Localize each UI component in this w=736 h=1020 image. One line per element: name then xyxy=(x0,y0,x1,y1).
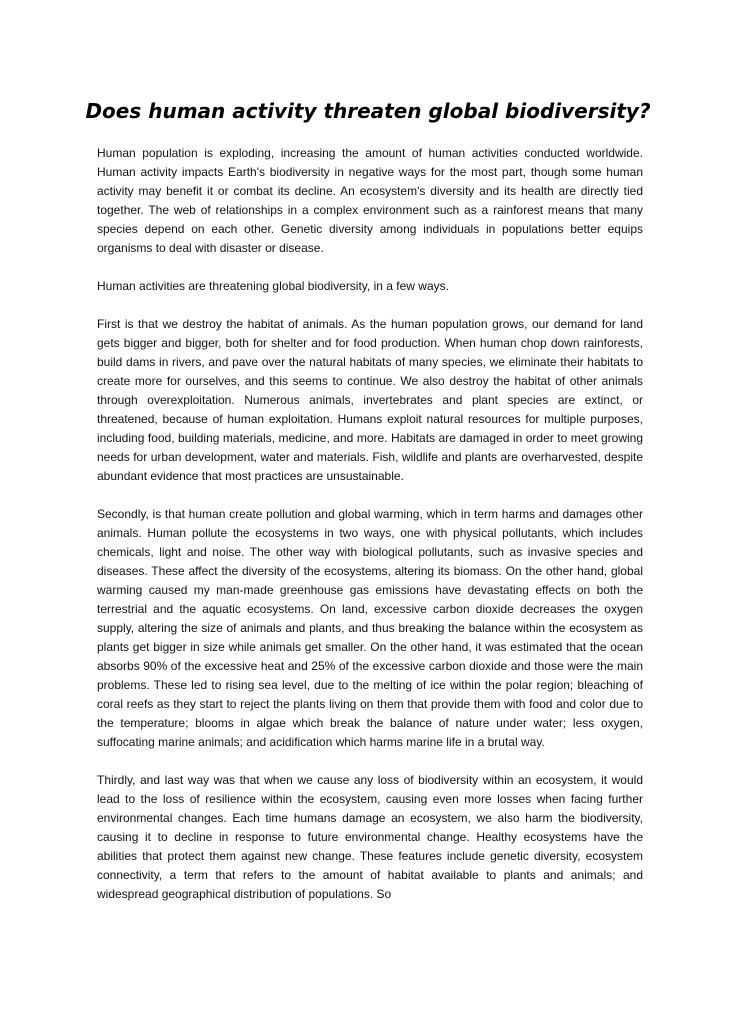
page-title: Does human activity threaten global biodiversity? xyxy=(85,99,651,123)
paragraph-intro: Human population is exploding, increasing the amount of human activities conducted worldwide. Human activity impacts Earth's biodiversity in negative ways for the most part, though some human activity may benefit it or combat its decline. An ecosystem's diversity and its health are directly tied together. The web of relationships in a complex environment such as a rainforest means that many species depend on each other. Genetic diversity among individuals in populations better equips organisms to deal with disaster or disease. xyxy=(97,146,643,255)
paragraph-thesis: Human activities are threatening global biodiversity, in a few ways. xyxy=(97,279,449,293)
document-body xyxy=(97,144,643,904)
paragraph-habitat: First is that we destroy the habitat of animals. As the human population grows, our demand for land gets bigger and bigger, both for shelter and for food production. When human chop down rainforests, build dams in rivers, and pave over the natural habitats of many species, we eliminate their habitats to create more for ourselves, and this seems to continue. We also destroy the habitat of other animals through overexploitation. Numerous animals, invertebrates and plant species are extinct, or threatened, because of human exploitation. Humans exploit natural resources for multiple purposes, including food, building materials, medicine, and more. Habitats are damaged in order to meet growing needs for urban development, water and materials. Fish, wildlife and plants are overharvested, despite abundant evidence that most practices are unsustainable. xyxy=(97,317,643,483)
paragraph-resilience: Thirdly, and last way was that when we cause any loss of biodiversity within an ecosystem, it would lead to the loss of resilience within the ecosystem, causing even more losses when facing further environmental changes. Each time humans damage an ecosystem, we also harm the biodiversity, causing it to decline in response to future environmental change. Healthy ecosystems have the abilities that protect them against new change. These features include genetic diversity, ecosystem connectivity, a term that refers to the amount of habitat available to plants and animals; and widespread geographical distribution of populations. So xyxy=(97,773,643,901)
paragraph-pollution: Secondly, is that human create pollution and global warming, which in term harms and damages other animals. Human pollute the ecosystems in two ways, one with physical pollutants, which includes chemicals, light and noise. The other way with biological pollutants, such as invasive species and diseases. These affect the diversity of the ecosystems, altering its biomass. On the other hand, global warming caused my man-made greenhouse gas emissions have devastating effects on both the terrestrial and the aquatic ecosystems. On land, excessive carbon dioxide decreases the oxygen supply, altering the size of animals and plants, and thus breaking the balance within the ecosystem as plants get bigger in size while animals get smaller. On the other hand, it was estimated that the ocean absorbs 90% of the excessive heat and 25% of the excessive carbon dioxide and those were the main problems. These led to rising sea level, due to the melting of ice within the polar region; bleaching of coral reefs as they start to reject the plants living on them that provide them with food and color due to the temperature; blooms in algae which break the balance of nature under water; less oxygen, suffocating marine animals; and acidification which harms marine life in a brutal way. xyxy=(97,507,643,749)
